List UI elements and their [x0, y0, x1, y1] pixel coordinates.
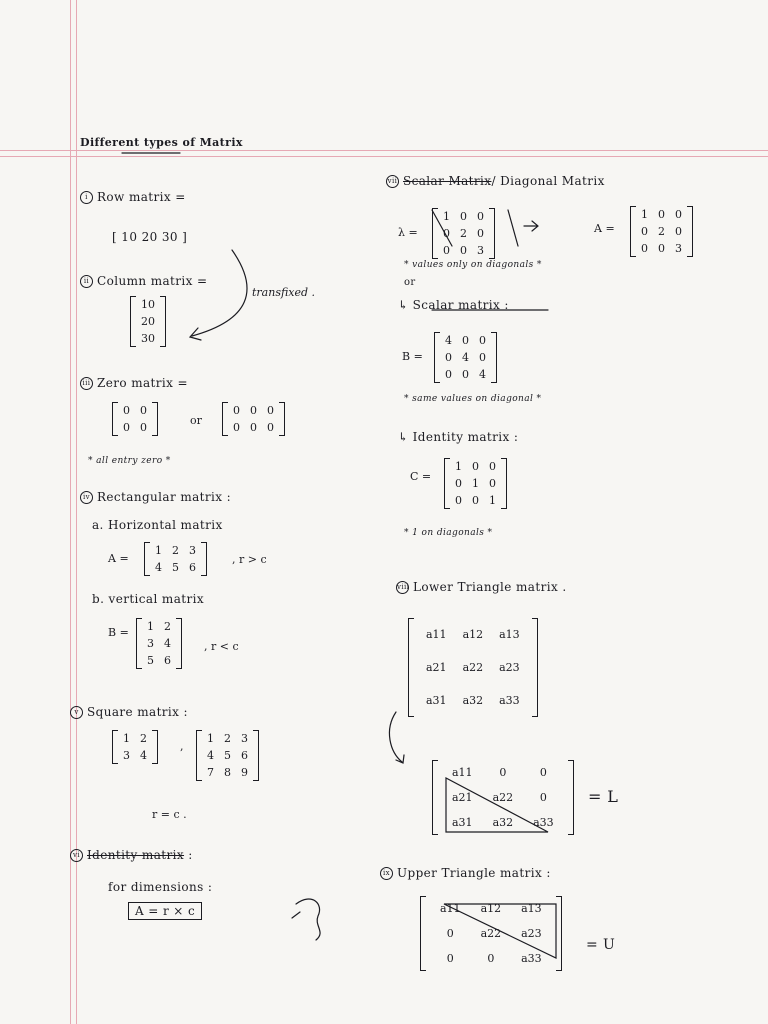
matrix-cell: 3 — [241, 732, 248, 745]
upper-equals: = U — [586, 937, 616, 953]
scalar-matrix — [434, 332, 497, 383]
matrix-cell: 3 — [477, 244, 484, 257]
matrix-row — [202, 764, 253, 781]
matrix-cell: 3 — [189, 544, 196, 557]
matrix-cell: 0 — [233, 421, 240, 434]
matrix-cell: 0 — [641, 225, 648, 238]
header-rule-1 — [0, 150, 768, 151]
transpose-arrow-curve — [192, 250, 247, 336]
horizontal-condition: , r > c — [232, 553, 267, 566]
square-matrix-3x3 — [196, 730, 259, 781]
matrix-cell: 1 — [455, 460, 462, 473]
matrix-cell: a23 — [499, 661, 520, 674]
matrix-cell: 0 — [460, 244, 467, 257]
matrix-cell: 0 — [233, 404, 240, 417]
num-badge: vii — [386, 175, 399, 188]
matrix-b-name: B = — [108, 626, 129, 639]
matrix-cell: 0 — [489, 460, 496, 473]
diag-a-name: A = — [594, 222, 615, 235]
matrix-row — [440, 366, 491, 383]
square-heading: v Square matrix : — [70, 705, 188, 719]
zero-matrix-2x3 — [222, 402, 285, 436]
matrix-row — [142, 652, 176, 669]
matrix-cell: 0 — [443, 227, 450, 240]
matrix-cell: 0 — [445, 351, 452, 364]
matrix-cell: 1 — [147, 620, 154, 633]
matrix-row — [142, 618, 176, 635]
matrix-cell: 0 — [460, 210, 467, 223]
horizontal-label: a. Horizontal matrix — [92, 518, 223, 532]
matrix-cell: 0 — [675, 225, 682, 238]
matrix-cell: a33 — [499, 694, 520, 707]
matrix-row — [150, 559, 201, 576]
matrix-row — [418, 618, 528, 651]
matrix-cell: a21 — [426, 661, 447, 674]
identity-name: C = — [410, 470, 432, 483]
matrix-cell: 5 — [147, 654, 154, 667]
matrix-cell: 0 — [250, 404, 257, 417]
num-badge: vi — [70, 849, 83, 862]
matrix-cell: 2 — [172, 544, 179, 557]
row-matrix-heading: i Row matrix = — [80, 190, 186, 204]
column-matrix-heading: ii Column matrix = — [80, 274, 207, 288]
matrix-cell: a31 — [426, 694, 447, 707]
num-badge: i — [80, 191, 93, 204]
matrix-cell: 2 — [164, 620, 171, 633]
matrix-cell: 3 — [675, 242, 682, 255]
lambda-matrix — [432, 208, 495, 259]
matrix-cell: 10 — [141, 298, 155, 311]
matrix-cell: 0 — [445, 368, 452, 381]
vertical-condition: , r < c — [204, 640, 239, 653]
matrix-cell: 1 — [443, 210, 450, 223]
matrix-cell: 2 — [140, 732, 147, 745]
matrix-row — [202, 730, 253, 747]
matrix-row — [438, 225, 489, 242]
matrix-cell: a31 — [452, 816, 473, 829]
num-badge: ii — [80, 275, 93, 288]
matrix-cell: 0 — [267, 404, 274, 417]
matrix-cell: 0 — [123, 421, 130, 434]
matrix-row — [418, 651, 528, 684]
matrix-row — [438, 208, 489, 225]
matrix-cell: 6 — [164, 654, 171, 667]
matrix-cell: 4 — [164, 637, 171, 650]
matrix-row — [438, 242, 489, 259]
matrix-cell: a33 — [533, 816, 554, 829]
matrix-cell: 1 — [472, 477, 479, 490]
upper-heading: ix Upper Triangle matrix : — [380, 866, 551, 880]
matrix-cell: 5 — [224, 749, 231, 762]
matrix-cell: 0 — [462, 368, 469, 381]
matrix-row — [442, 760, 564, 785]
matrix-cell: 4 — [155, 561, 162, 574]
margin-rule-1 — [70, 0, 71, 1024]
zero-matrix-2x2 — [112, 402, 158, 436]
scalar-heading: ↳ Scalar matrix : — [398, 298, 509, 312]
matrix-cell: 6 — [241, 749, 248, 762]
matrix-cell: 0 — [472, 494, 479, 507]
matrix-row — [440, 332, 491, 349]
matrix-cell: 0 — [123, 404, 130, 417]
matrix-cell: a33 — [521, 952, 542, 965]
matrix-cell: 2 — [224, 732, 231, 745]
matrix-cell: 0 — [539, 766, 547, 779]
matrix-cell: 4 — [207, 749, 214, 762]
matrix-cell: a13 — [521, 902, 542, 915]
diag-a-matrix — [630, 206, 693, 257]
upper-triangle-matrix — [420, 896, 562, 971]
matrix-cell: a11 — [426, 628, 447, 641]
matrix-cell: 0 — [446, 952, 454, 965]
lower-arrow-curve — [389, 712, 402, 762]
identity-heading-left: vi Identity matrix : — [70, 848, 193, 862]
matrix-row — [442, 810, 564, 835]
matrix-row — [202, 747, 253, 764]
matrix-row — [118, 419, 152, 436]
vertical-label: b. vertical matrix — [92, 592, 205, 606]
margin-rule-2 — [76, 0, 77, 1024]
square-condition: r = c . — [152, 808, 187, 821]
matrix-cell: 0 — [658, 242, 665, 255]
identity-matrix — [444, 458, 507, 509]
lower-triangle-matrix — [432, 760, 574, 835]
vertical-matrix — [136, 618, 182, 669]
num-badge: iii — [80, 377, 93, 390]
page-title: Different types of Matrix — [80, 136, 243, 149]
matrix-row — [228, 419, 279, 436]
matrix-row — [118, 730, 152, 747]
lower-arrow-head — [396, 755, 404, 763]
lower-general-matrix — [408, 618, 538, 717]
matrix-cell: 20 — [141, 315, 155, 328]
lambda-slash-2 — [508, 210, 518, 246]
num-badge: v — [70, 706, 83, 719]
matrix-cell: 1 — [489, 494, 496, 507]
matrix-row — [136, 330, 160, 347]
comma: , — [180, 740, 184, 753]
matrix-row — [136, 313, 160, 330]
matrix-row — [636, 206, 687, 223]
matrix-cell: 9 — [241, 766, 248, 779]
matrix-row — [228, 402, 279, 419]
matrix-cell: 2 — [460, 227, 467, 240]
matrix-cell: 0 — [462, 334, 469, 347]
matrix-cell: 0 — [443, 244, 450, 257]
or-label-right: or — [404, 277, 416, 288]
matrix-cell: a22 — [480, 927, 502, 940]
horizontal-matrix — [144, 542, 207, 576]
identity-note: * 1 on diagonals * — [404, 528, 493, 538]
matrix-cell: 0 — [446, 927, 454, 940]
matrix-cell: 0 — [472, 460, 479, 473]
matrix-cell: 0 — [140, 421, 147, 434]
matrix-cell: a11 — [452, 766, 473, 779]
matrix-cell: a21 — [452, 791, 473, 804]
matrix-cell: 6 — [189, 561, 196, 574]
matrix-row — [418, 684, 528, 717]
zero-note: * all entry zero * — [88, 456, 171, 466]
matrix-cell: 1 — [123, 732, 130, 745]
matrix-row — [442, 785, 564, 810]
matrix-row — [450, 475, 501, 492]
matrix-cell: 0 — [477, 210, 484, 223]
doodle-face — [292, 899, 320, 940]
rectangular-heading: iv Rectangular matrix : — [80, 490, 231, 504]
matrix-cell: 0 — [539, 791, 547, 804]
num-badge: viii — [396, 581, 409, 594]
lambda-name: λ = — [398, 226, 418, 239]
matrix-cell: 4 — [462, 351, 469, 364]
header-rule-2 — [0, 156, 768, 157]
matrix-row — [118, 747, 152, 764]
matrix-cell: 5 — [172, 561, 179, 574]
matrix-row — [636, 240, 687, 257]
lambda-arrow — [524, 221, 538, 231]
matrix-row — [450, 458, 501, 475]
matrix-cell: 3 — [123, 749, 130, 762]
matrix-cell: 0 — [455, 477, 462, 490]
zero-matrix-heading: iii Zero matrix = — [80, 376, 188, 390]
matrix-row — [430, 896, 552, 921]
matrix-cell: 1 — [207, 732, 214, 745]
scalar-note: * same values on diagonal * — [404, 394, 542, 404]
matrix-cell: 0 — [479, 351, 486, 364]
diag-note: * values only on diagonals * — [404, 260, 542, 270]
matrix-cell: 30 — [141, 332, 155, 345]
matrix-cell: 0 — [658, 208, 665, 221]
matrix-row — [136, 296, 160, 313]
matrix-cell: a23 — [521, 927, 542, 940]
matrix-cell: 4 — [445, 334, 452, 347]
matrix-row — [430, 921, 552, 946]
matrix-cell: 0 — [675, 208, 682, 221]
matrix-cell: 7 — [207, 766, 214, 779]
square-matrix-2x2 — [112, 730, 158, 764]
matrix-cell: a22 — [492, 791, 514, 804]
matrix-cell: a13 — [499, 628, 520, 641]
matrix-cell: 0 — [479, 334, 486, 347]
matrix-a-name: A = — [108, 552, 129, 565]
matrix-cell: a12 — [462, 628, 484, 641]
matrix-cell: a11 — [440, 902, 461, 915]
column-matrix — [130, 296, 166, 347]
matrix-cell: 0 — [477, 227, 484, 240]
matrix-cell: 2 — [658, 225, 665, 238]
matrix-cell: 8 — [224, 766, 231, 779]
transpose-arrow-head — [190, 328, 201, 340]
matrix-cell: 0 — [250, 421, 257, 434]
identity-heading-right: ↳ Identity matrix : — [398, 430, 519, 444]
row-matrix-values: [ 10 20 30 ] — [112, 230, 188, 244]
matrix-cell: 0 — [267, 421, 274, 434]
matrix-cell: 0 — [641, 242, 648, 255]
matrix-cell: a22 — [462, 661, 484, 674]
matrix-cell: 0 — [140, 404, 147, 417]
matrix-cell: 0 — [499, 766, 507, 779]
num-badge: iv — [80, 491, 93, 504]
matrix-cell: 4 — [140, 749, 147, 762]
matrix-row — [430, 946, 552, 971]
matrix-row — [142, 635, 176, 652]
matrix-cell: a32 — [462, 694, 484, 707]
matrix-cell: a12 — [480, 902, 502, 915]
matrix-cell: 0 — [455, 494, 462, 507]
matrix-row — [118, 402, 152, 419]
matrix-cell: 1 — [641, 208, 648, 221]
matrix-cell: a32 — [492, 816, 514, 829]
matrix-row — [150, 542, 201, 559]
dimension-label: for dimensions : — [108, 880, 213, 894]
matrix-cell: 0 — [487, 952, 495, 965]
matrix-row — [636, 223, 687, 240]
matrix-cell: 4 — [479, 368, 486, 381]
matrix-cell: 3 — [147, 637, 154, 650]
dimension-formula: A = r × c — [128, 902, 202, 920]
or-label: or — [190, 414, 202, 427]
matrix-row — [440, 349, 491, 366]
matrix-row — [450, 492, 501, 509]
matrix-cell: 1 — [155, 544, 162, 557]
diagonal-heading: vii Scalar Matrix/ Diagonal Matrix — [387, 174, 605, 188]
num-badge: ix — [380, 867, 393, 880]
lower-heading: viii Lower Triangle matrix . — [397, 580, 567, 594]
lower-equals: = L — [588, 787, 619, 806]
matrix-cell: 0 — [489, 477, 496, 490]
scalar-name: B = — [402, 350, 423, 363]
transpose-label: transfixed . — [252, 286, 316, 299]
